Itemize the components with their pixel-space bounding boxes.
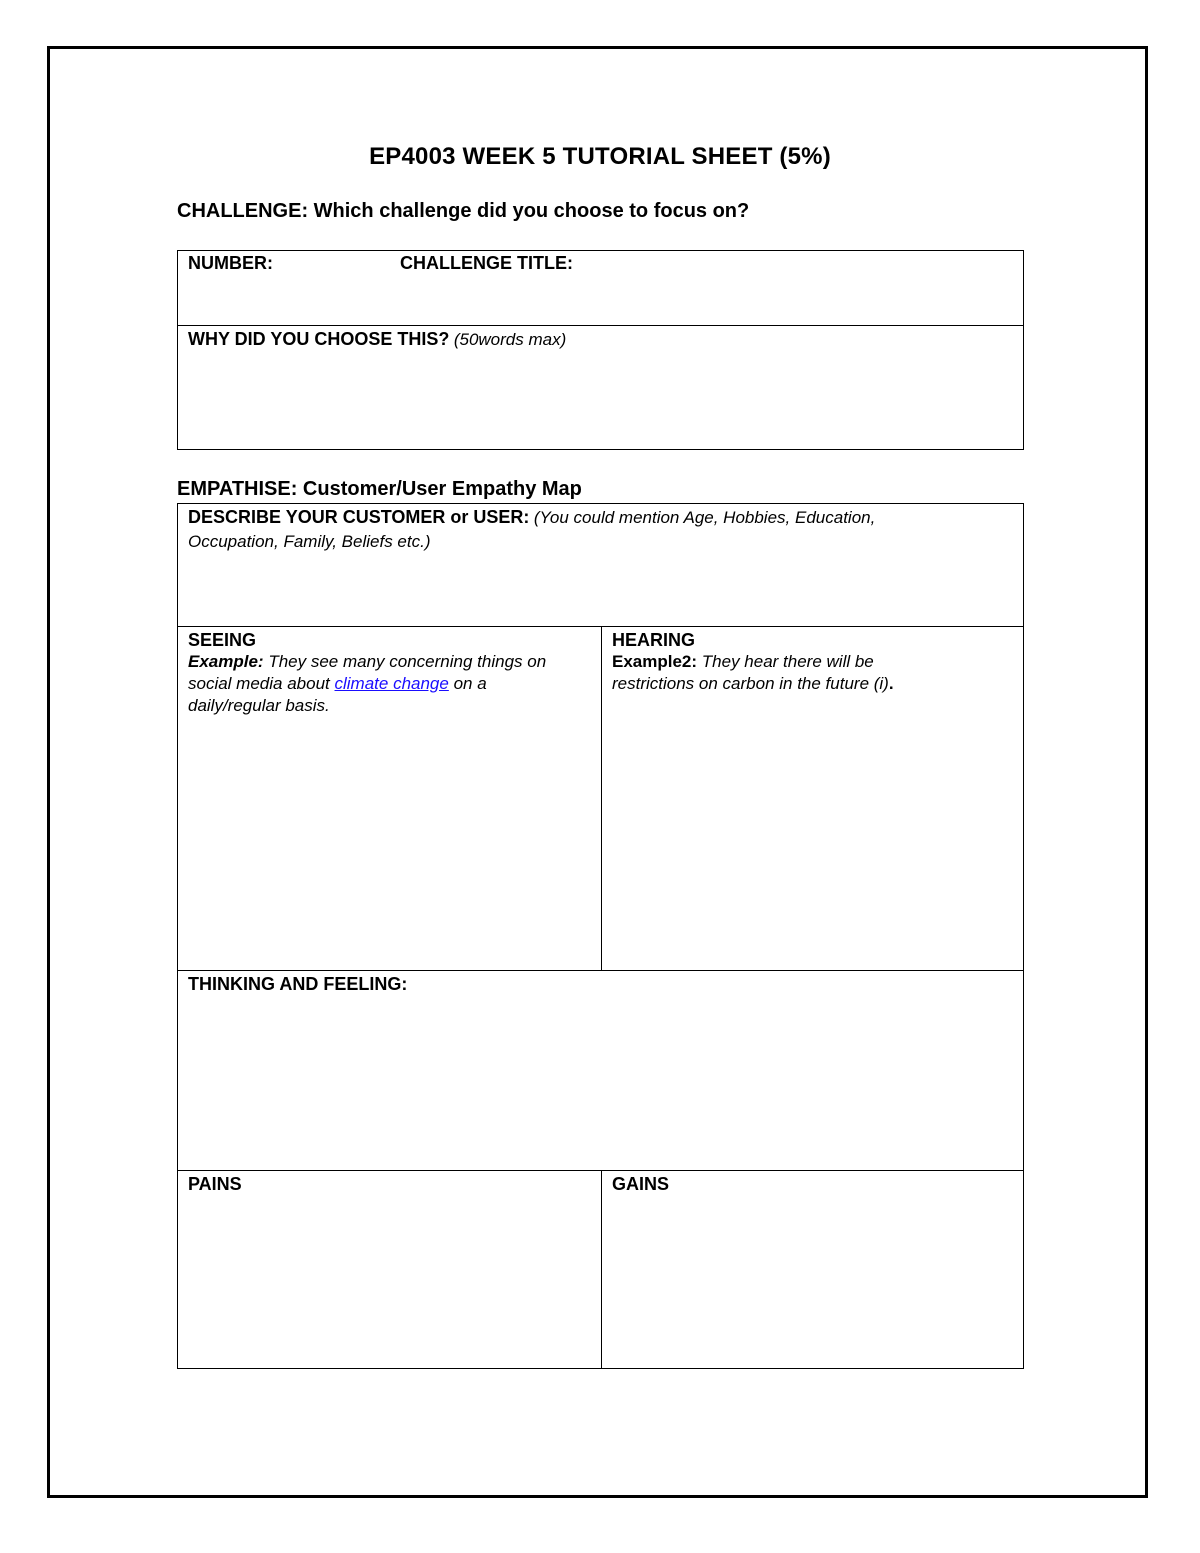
page-title: EP4003 WEEK 5 TUTORIAL SHEET (5%) (369, 143, 831, 170)
describe-hint-line2: Occupation, Family, Beliefs etc.) (188, 532, 431, 551)
number-cell[interactable] (178, 251, 1023, 325)
thinking-feeling-label: THINKING AND FEELING: (188, 974, 408, 994)
hearing-example (612, 651, 922, 695)
why-hint: (50words max) (453, 330, 567, 349)
pains-cell[interactable] (178, 1172, 601, 1368)
hearing-example-end: . (888, 674, 894, 693)
divider (178, 325, 1023, 326)
why-label: WHY DID YOU CHOOSE THIS? (188, 329, 450, 349)
challenge-table (177, 250, 1024, 450)
empathise-heading: EMPATHISE: Customer/User Empathy Map (177, 478, 582, 500)
why-cell[interactable] (178, 327, 1023, 449)
climate-change-link[interactable]: climate change (334, 674, 449, 693)
seeing-example-label: Example: (188, 652, 264, 671)
gains-cell[interactable] (602, 1172, 1023, 1368)
seeing-cell[interactable] (178, 628, 601, 968)
hearing-cell[interactable] (602, 628, 1023, 968)
describe-label: DESCRIBE YOUR CUSTOMER or USER: (188, 507, 530, 527)
hearing-example-label: Example2: (612, 652, 698, 671)
describe-hint-line1: (You could mention Age, Hobbies, Education, (533, 508, 876, 527)
challenge-title-label: CHALLENGE TITLE: (400, 253, 573, 273)
seeing-example-text-end: on a daily/regular basis. (188, 674, 487, 715)
describe-cell[interactable] (178, 504, 1023, 626)
pains-label: PAINS (188, 1174, 242, 1194)
seeing-label: SEEING (188, 630, 257, 650)
seeing-example (188, 651, 583, 717)
challenge-heading: CHALLENGE: Which challenge did you choose to focus on? (177, 200, 750, 222)
divider (178, 970, 1023, 971)
seeing-example-text: They see many concerning things on social media about (188, 652, 547, 693)
gains-label: GAINS (612, 1174, 670, 1194)
hearing-example-text: They hear there will be restrictions on carbon in the future (i) (612, 652, 889, 693)
thinking-feeling-cell[interactable] (178, 972, 1023, 1170)
number-label: NUMBER: (188, 253, 273, 273)
empathy-map-table (177, 503, 1024, 1369)
hearing-label: HEARING (612, 630, 696, 650)
